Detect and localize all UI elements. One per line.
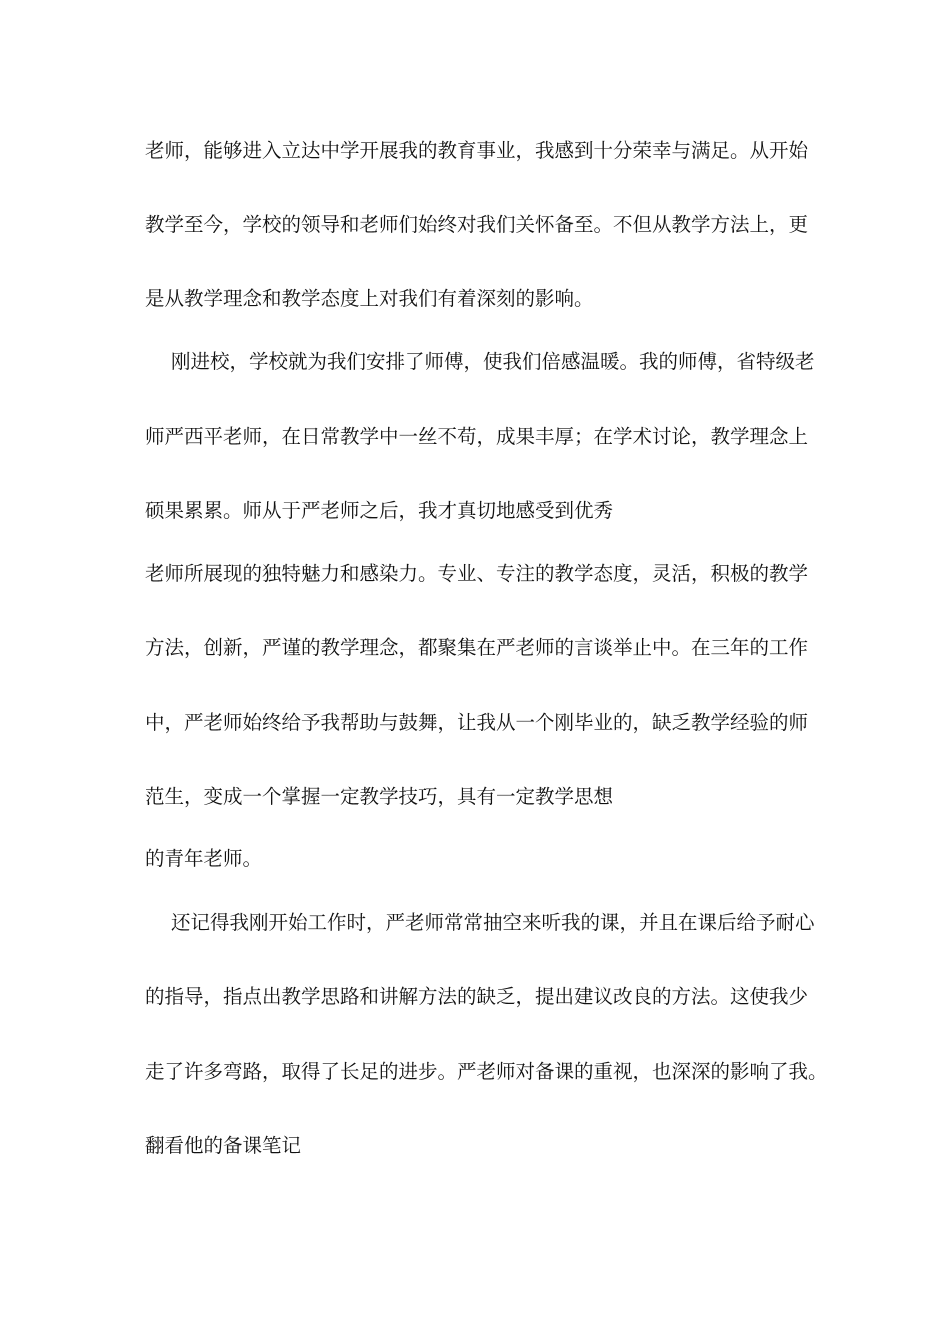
text-line: 翻看他的备课笔记 bbox=[145, 1134, 302, 1157]
text-line: 走了许多弯路，取得了长足的进步。严老师对备课的重视，也深深的影响了我。 bbox=[145, 1060, 828, 1083]
paragraph-first-line: 还记得我刚开始工作时，严老师常常抽空来听我的课，并且在课后给予耐心 bbox=[171, 911, 815, 934]
text-line: 老师，能够进入立达中学开展我的教育事业，我感到十分荣幸与满足。从开始 bbox=[145, 139, 809, 162]
text-line: 的指导，指点出教学思路和讲解方法的缺乏，提出建议改良的方法。这使我少 bbox=[145, 985, 809, 1008]
text-line: 范生，变成一个掌握一定教学技巧，具有一定教学思想 bbox=[145, 785, 614, 808]
text-line: 硕果累累。师从于严老师之后，我才真切地感受到优秀 bbox=[145, 499, 614, 522]
text-line: 是从教学理念和教学态度上对我们有着深刻的影响。 bbox=[145, 287, 594, 310]
text-line: 中，严老师始终给予我帮助与鼓舞，让我从一个刚毕业的，缺乏教学经验的师 bbox=[145, 711, 809, 734]
text-line: 教学至今，学校的领导和老师们始终对我们关怀备至。不但从教学方法上，更 bbox=[145, 213, 809, 236]
paragraph-first-line: 刚进校，学校就为我们安排了师傅，使我们倍感温暖。我的师傅，省特级老 bbox=[171, 350, 815, 373]
text-line: 的青年老师。 bbox=[145, 847, 263, 870]
text-line: 老师所展现的独特魅力和感染力。专业、专注的教学态度，灵活，积极的教学 bbox=[145, 562, 809, 585]
text-line: 师严西平老师，在日常教学中一丝不苟，成果丰厚；在学术讨论，教学理念上 bbox=[145, 425, 809, 448]
text-line: 方法，创新，严谨的教学理念，都聚集在严老师的言谈举止中。在三年的工作 bbox=[145, 636, 809, 659]
